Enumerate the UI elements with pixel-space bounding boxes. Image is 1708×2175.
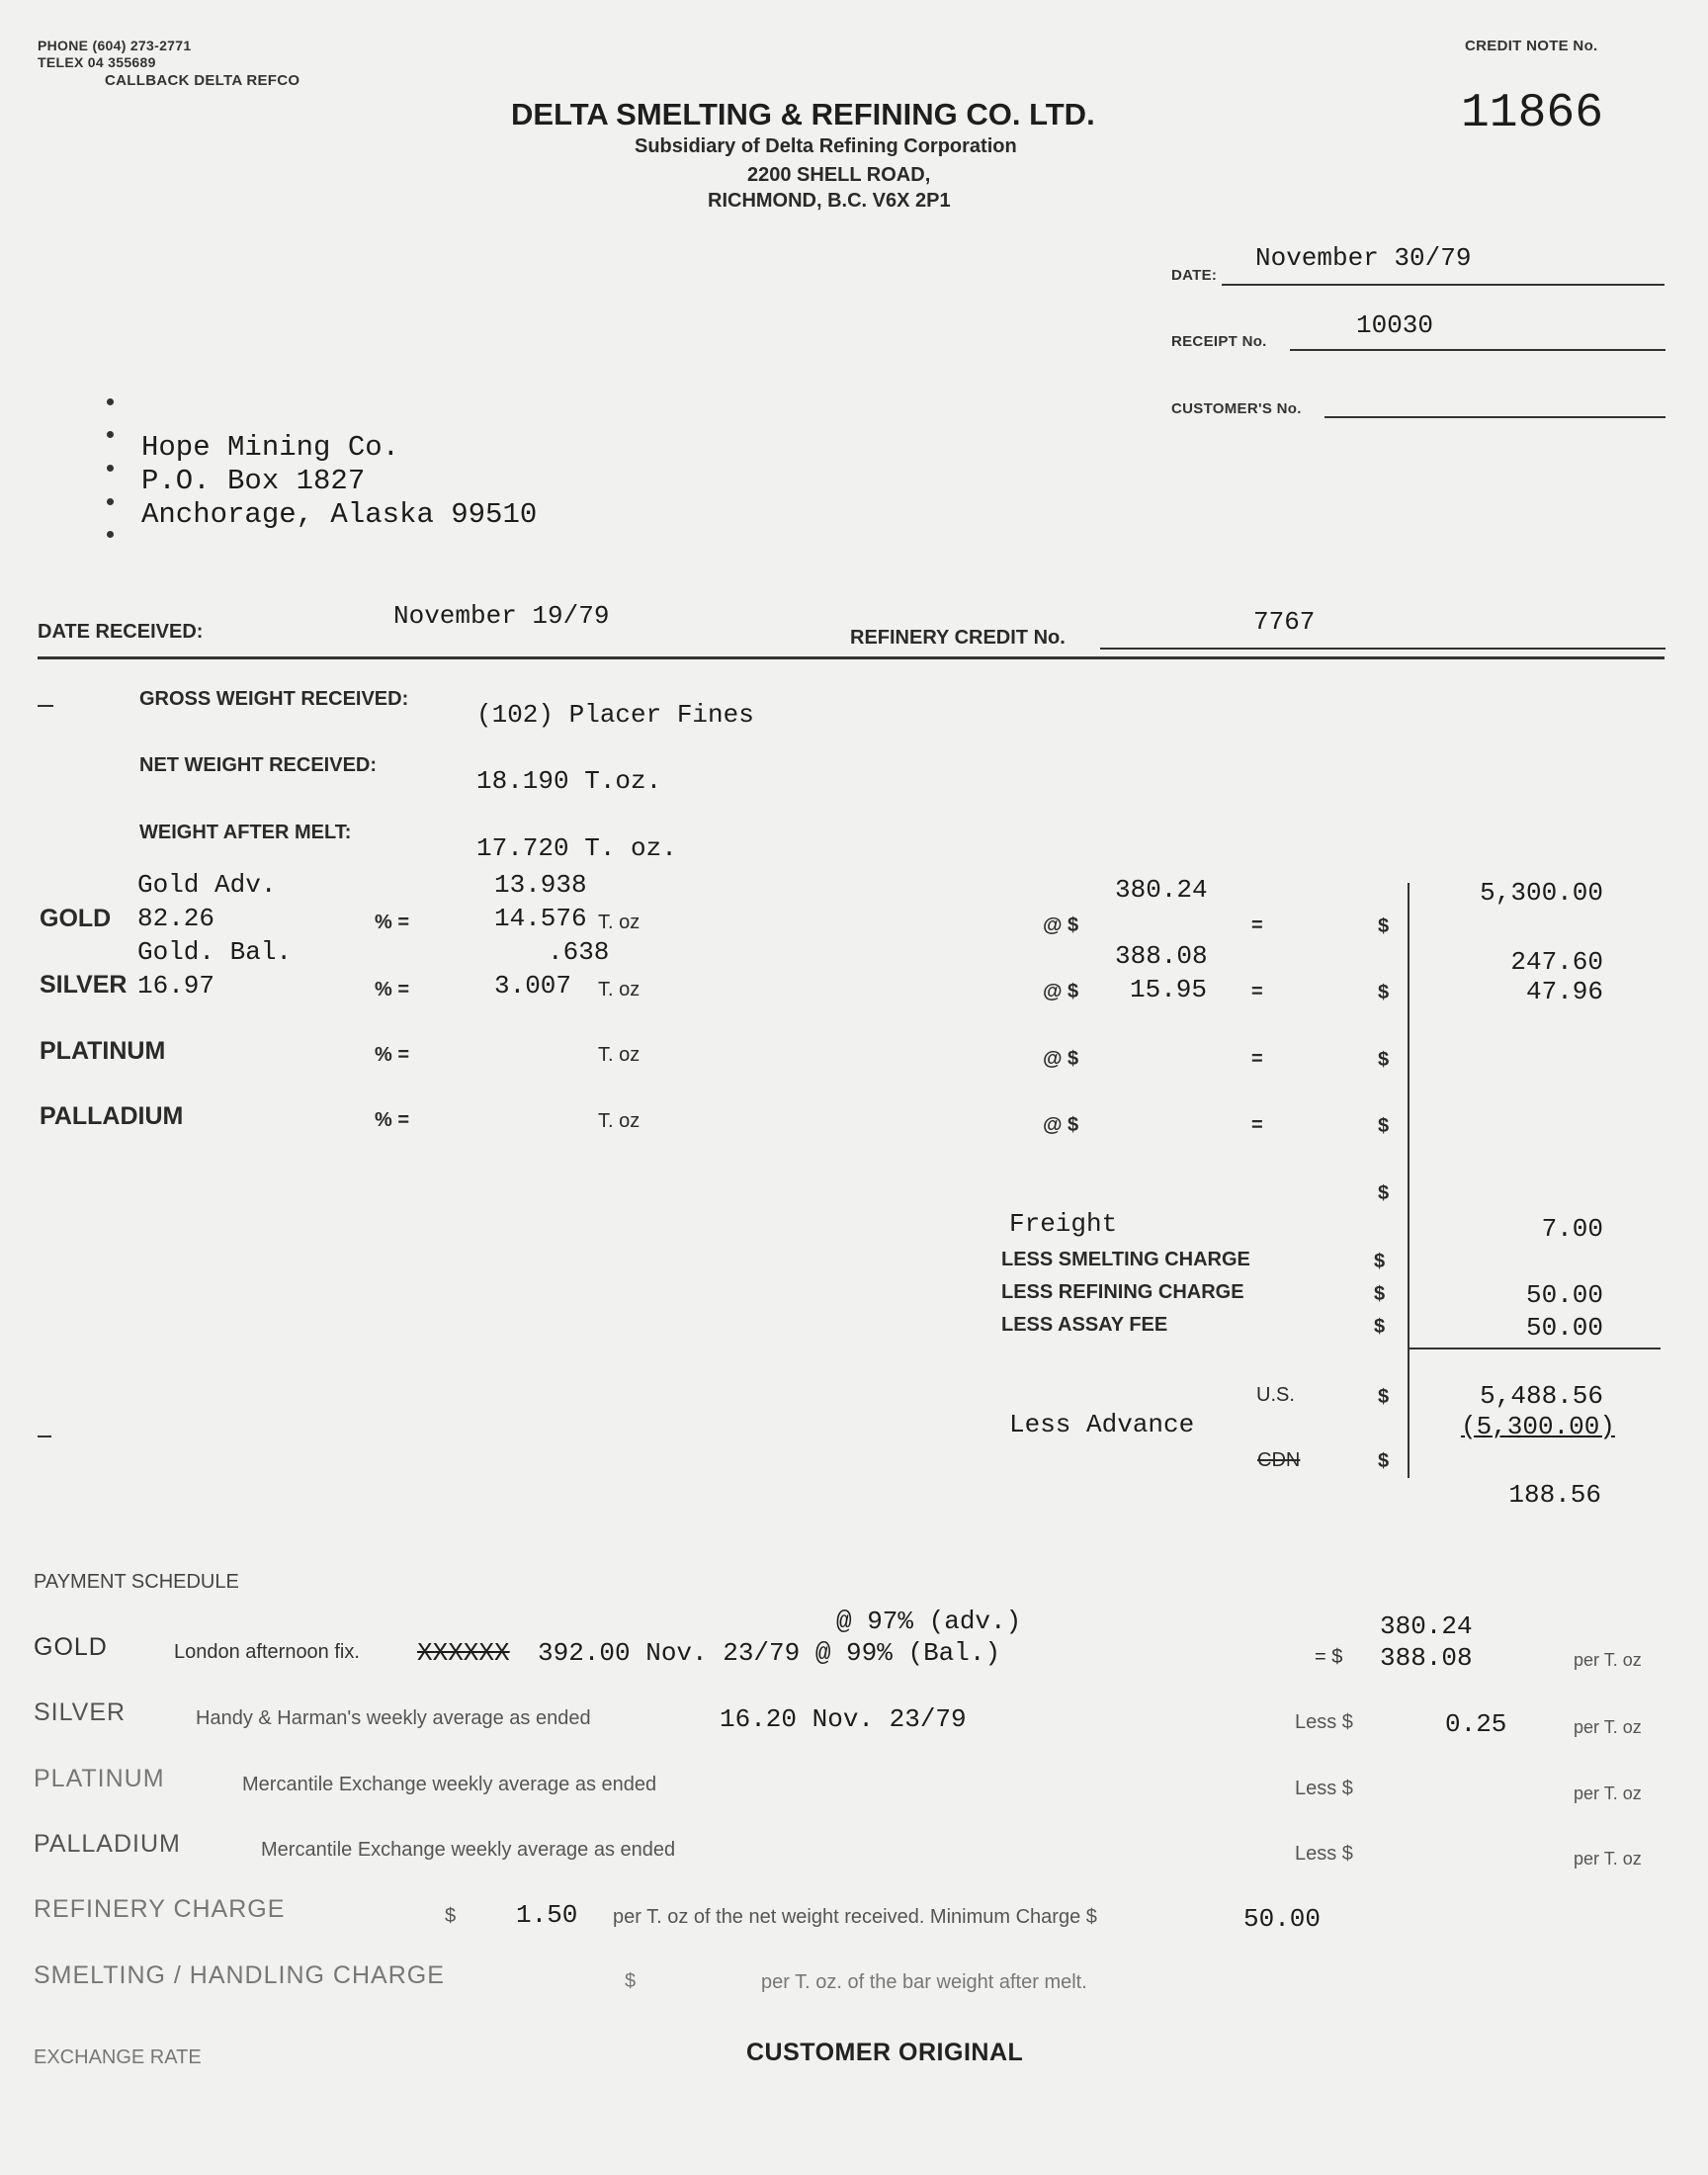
- customer-city: Anchorage, Alaska 99510: [141, 498, 538, 531]
- palladium-less-label: Less $: [1295, 1843, 1353, 1865]
- customer-number-line: [1324, 416, 1665, 418]
- net-dollar: $: [1378, 1450, 1390, 1472]
- smelting-charge-label: LESS SMELTING CHARGE: [1001, 1249, 1250, 1270]
- refining-charge-label: LESS REFINING CHARGE: [1001, 1281, 1244, 1303]
- gold-per-toz: per T. oz: [1574, 1650, 1642, 1670]
- platinum-toz-label: T. oz: [598, 1044, 640, 1066]
- gold-total-oz: 14.576: [494, 904, 587, 933]
- refinery-charge-description: per T. oz of the net weight received. Minimum Charge $: [613, 1906, 1097, 1928]
- gold-payment-bal-price: 388.08: [1380, 1643, 1473, 1673]
- payment-gold-label: GOLD: [34, 1633, 108, 1661]
- silver-equals: =: [1251, 981, 1263, 1002]
- payment-schedule-title: PAYMENT SCHEDULE: [34, 1571, 239, 1593]
- subtotal-amount: 5,488.56: [1480, 1381, 1603, 1411]
- silver-price: 15.95: [1130, 975, 1208, 1004]
- gold-adv-rate: @ 97% (adv.): [836, 1607, 1022, 1636]
- silver-per-toz: per T. oz: [1574, 1717, 1642, 1737]
- silver-percent-label: % =: [375, 979, 410, 1000]
- margin-mark: [38, 705, 53, 707]
- gold-struck-text: XXXXXX: [417, 1638, 510, 1668]
- gold-payment-equals: = $: [1315, 1646, 1343, 1668]
- gold-adv-amount: 5,300.00: [1480, 878, 1603, 908]
- company-address-line2: RICHMOND, B.C. V6X 2P1: [708, 190, 951, 212]
- date-received-label: DATE RECEIVED:: [38, 621, 204, 643]
- silver-description: Handy & Harman's weekly average as ended: [196, 1707, 591, 1729]
- platinum-label: PLATINUM: [40, 1037, 166, 1065]
- address-bracket-dot: [107, 465, 114, 472]
- smelting-handling-label: SMELTING / HANDLING CHARGE: [34, 1961, 445, 1989]
- palladium-toz-label: T. oz: [598, 1110, 640, 1132]
- amount-column-rule: [1408, 883, 1409, 1478]
- assay-fee-dollar: $: [1374, 1316, 1386, 1338]
- gold-payment-adv-price: 380.24: [1380, 1611, 1473, 1641]
- refinery-charge-label: REFINERY CHARGE: [34, 1895, 286, 1923]
- gold-fix-description: London afternoon fix.: [174, 1641, 360, 1663]
- receipt-line: [1290, 349, 1665, 351]
- platinum-at-label: @ $: [1043, 1048, 1079, 1070]
- refinery-charge-dollar: $: [445, 1905, 457, 1927]
- gold-equals: =: [1251, 914, 1263, 936]
- gold-adv-label: Gold Adv.: [137, 870, 277, 900]
- net-weight-value: 18.190 T.oz.: [476, 766, 662, 796]
- silver-at-label: @ $: [1043, 981, 1079, 1002]
- margin-mark: [38, 1436, 51, 1437]
- payment-silver-label: SILVER: [34, 1698, 127, 1726]
- smelting-handling-description: per T. oz. of the bar weight after melt.: [761, 1971, 1087, 1993]
- customer-number-label: CUSTOMER'S No.: [1171, 400, 1302, 417]
- address-bracket-dot: [107, 531, 114, 538]
- gold-toz-label: T. oz: [598, 912, 640, 933]
- silver-less-value: 0.25: [1445, 1709, 1507, 1739]
- us-label: U.S.: [1256, 1384, 1295, 1406]
- refinery-charge-rate: 1.50: [516, 1900, 578, 1930]
- palladium-description: Mercantile Exchange weekly average as ended: [261, 1839, 676, 1861]
- company-name: DELTA SMELTING & REFINING CO. LTD.: [511, 97, 1095, 131]
- gold-fix-line: 392.00 Nov. 23/79 @ 99% (Bal.): [538, 1638, 1001, 1668]
- gold-label: GOLD: [40, 905, 112, 932]
- gold-bal-oz: .638: [548, 937, 610, 967]
- address-bracket-dot: [107, 431, 114, 438]
- date-value: November 30/79: [1255, 243, 1472, 273]
- receipt-label: RECEIPT No.: [1171, 333, 1267, 350]
- palladium-percent-label: % =: [375, 1109, 410, 1131]
- smelting-charge-dollar: $: [1374, 1251, 1386, 1272]
- platinum-percent-label: % =: [375, 1044, 410, 1066]
- platinum-dollar: $: [1378, 1049, 1390, 1071]
- net-amount: 188.56: [1508, 1480, 1601, 1510]
- credit-note-number: 11866: [1461, 87, 1604, 140]
- platinum-per-toz: per T. oz: [1574, 1784, 1642, 1803]
- gold-at-label: @ $: [1043, 914, 1079, 936]
- gold-percent: 82.26: [137, 904, 215, 933]
- refinery-credit-label: REFINERY CREDIT No.: [850, 627, 1066, 649]
- exchange-rate-label: EXCHANGE RATE: [34, 2046, 202, 2068]
- palladium-dollar: $: [1378, 1115, 1390, 1137]
- section-divider: [38, 656, 1665, 659]
- date-line: [1222, 284, 1665, 286]
- platinum-less-label: Less $: [1295, 1778, 1353, 1799]
- gross-weight-label: GROSS WEIGHT RECEIVED:: [139, 688, 409, 710]
- gross-weight-value: (102) Placer Fines: [476, 700, 754, 730]
- date-label: DATE:: [1171, 267, 1218, 284]
- company-subsidiary: Subsidiary of Delta Refining Corporation: [635, 135, 1017, 157]
- silver-percent: 16.97: [137, 971, 215, 1000]
- callback-text: CALLBACK DELTA REFCO: [105, 72, 300, 89]
- silver-toz-label: T. oz: [598, 979, 640, 1000]
- freight-amount: 7.00: [1541, 1214, 1603, 1244]
- date-received-value: November 19/79: [393, 601, 610, 631]
- freight-label: Freight: [1009, 1209, 1118, 1239]
- refinery-credit-value: 7767: [1253, 607, 1316, 637]
- refinery-minimum-charge: 50.00: [1243, 1904, 1322, 1934]
- net-weight-label: NET WEIGHT RECEIVED:: [139, 754, 378, 776]
- less-advance-label: Less Advance: [1009, 1410, 1195, 1439]
- less-advance-amount: (5,300.00): [1460, 1412, 1615, 1441]
- gold-adv-oz: 13.938: [494, 870, 587, 900]
- address-bracket-dot: [107, 498, 114, 505]
- palladium-equals: =: [1251, 1114, 1263, 1136]
- platinum-description: Mercantile Exchange weekly average as ended: [242, 1774, 657, 1795]
- payment-platinum-label: PLATINUM: [34, 1765, 165, 1792]
- assay-fee-amount: 50.00: [1525, 1313, 1603, 1343]
- credit-note-label: CREDIT NOTE No.: [1465, 38, 1598, 54]
- silver-dollar: $: [1378, 982, 1390, 1003]
- gold-bal-label: Gold. Bal.: [137, 937, 293, 967]
- struck-currency-label: CDN: [1257, 1449, 1301, 1471]
- refining-charge-amount: 50.00: [1525, 1280, 1603, 1310]
- gold-bal-amount: 247.60: [1510, 947, 1603, 977]
- weight-after-melt-label: WEIGHT AFTER MELT:: [139, 822, 352, 843]
- gold-percent-label: % =: [375, 912, 410, 933]
- silver-label: SILVER: [40, 971, 128, 999]
- telex-number: TELEX 04 355689: [38, 54, 156, 70]
- customer-original-label: CUSTOMER ORIGINAL: [746, 2039, 1024, 2066]
- silver-amount: 47.96: [1525, 977, 1603, 1006]
- gold-bal-price: 388.08: [1115, 941, 1208, 971]
- receipt-value: 10030: [1356, 310, 1434, 340]
- company-address-line1: 2200 SHELL ROAD,: [747, 164, 931, 186]
- platinum-equals: =: [1251, 1048, 1263, 1070]
- customer-name: Hope Mining Co.: [141, 431, 400, 464]
- palladium-at-label: @ $: [1043, 1114, 1079, 1136]
- smelting-handling-dollar: $: [625, 1970, 637, 1992]
- total-rule: [1408, 1348, 1661, 1349]
- assay-fee-label: LESS ASSAY FEE: [1001, 1314, 1168, 1336]
- gold-dollar: $: [1378, 915, 1390, 937]
- palladium-per-toz: per T. oz: [1574, 1849, 1642, 1869]
- address-bracket-dot: [107, 398, 114, 405]
- us-dollar: $: [1378, 1386, 1390, 1408]
- refinery-credit-line: [1100, 648, 1665, 650]
- silver-less-label: Less $: [1295, 1711, 1353, 1733]
- gold-adv-price: 380.24: [1115, 875, 1208, 905]
- silver-oz: 3.007: [494, 971, 572, 1000]
- blank-line-dollar: $: [1378, 1182, 1390, 1204]
- palladium-label: PALLADIUM: [40, 1102, 184, 1130]
- silver-value: 16.20 Nov. 23/79: [720, 1704, 967, 1734]
- phone-number: PHONE (604) 273-2771: [38, 38, 192, 53]
- refining-charge-dollar: $: [1374, 1283, 1386, 1305]
- weight-after-melt-value: 17.720 T. oz.: [476, 833, 677, 863]
- customer-po-box: P.O. Box 1827: [141, 465, 366, 497]
- payment-palladium-label: PALLADIUM: [34, 1830, 181, 1858]
